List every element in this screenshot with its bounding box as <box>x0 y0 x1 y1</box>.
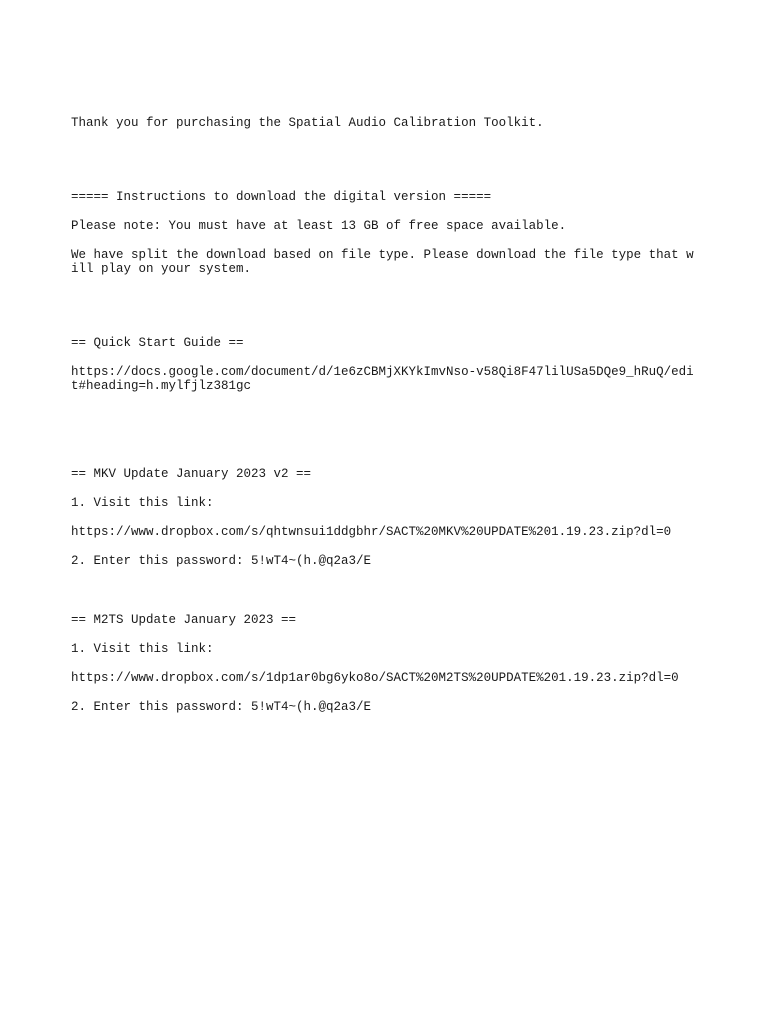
mkv-link[interactable]: https://www.dropbox.com/s/qhtwnsui1ddgbhr/SACT%20MKV%20UPDATE%201.19.23.zip?dl=0 <box>71 525 672 539</box>
m2ts-step-2-password: 2. Enter this password: 5!wT4~(h.@q2a3/E <box>71 699 372 714</box>
quick-start-heading: == Quick Start Guide == <box>71 335 244 350</box>
spacer <box>71 540 701 555</box>
spacer <box>71 627 701 642</box>
m2ts-heading: == M2TS Update January 2023 == <box>71 612 297 627</box>
spacer <box>71 685 701 700</box>
spacer <box>71 233 701 248</box>
m2ts-step-1: 1. Visit this link: <box>71 641 214 656</box>
spacer <box>71 511 701 526</box>
mkv-heading: == MKV Update January 2023 v2 == <box>71 467 312 481</box>
split-note: We have split the download based on file type. Please download the file type that will play on your system. <box>71 247 694 276</box>
instructions-heading: ===== Instructions to download the digital version ===== <box>71 189 492 204</box>
spacer <box>71 394 701 453</box>
spacer <box>71 453 701 468</box>
space-note: Please note: You must have at least 13 GB of free space available. <box>71 218 567 233</box>
spacer <box>71 131 701 190</box>
m2ts-link[interactable]: https://www.dropbox.com/s/1dp1ar0bg6yko8o/SACT%20M2TS%20UPDATE%201.19.23.zip?dl=0 <box>71 670 679 685</box>
intro-text: Thank you for purchasing the Spatial Audio Calibration Toolkit. <box>71 116 544 130</box>
spacer <box>71 204 701 219</box>
document-body <box>71 116 701 714</box>
quick-start-link[interactable]: https://docs.google.com/document/d/1e6zCBMjXKYkImvNso-v58Qi8F47lilUSa5DQe9_hRuQ/edit#heading=h.mylfjlz381gc <box>71 364 694 393</box>
spacer <box>71 350 701 365</box>
spacer <box>71 482 701 497</box>
spacer <box>71 656 701 671</box>
spacer <box>71 277 701 336</box>
mkv-step-2-password: 2. Enter this password: 5!wT4~(h.@q2a3/E <box>71 554 372 568</box>
spacer <box>71 569 701 613</box>
mkv-step-1: 1. Visit this link: <box>71 496 214 510</box>
